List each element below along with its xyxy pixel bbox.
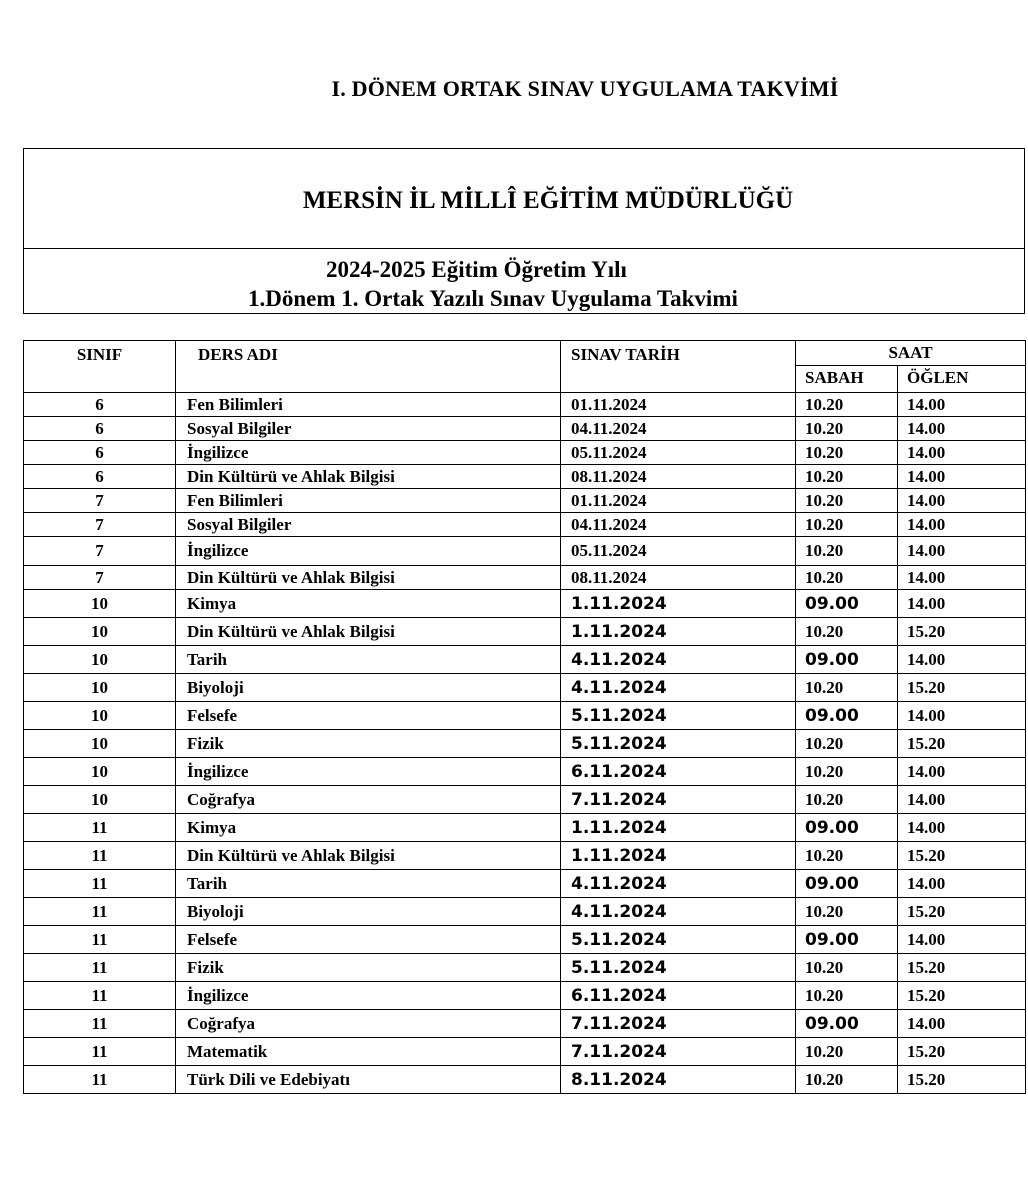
table-row (24, 786, 1026, 814)
cell-sinif: 10 (24, 674, 176, 702)
cell-sinif: 11 (24, 926, 176, 954)
cell-sabah: 10.20 (796, 1038, 898, 1066)
cell-ders-adi: Coğrafya (176, 1010, 561, 1038)
cell-oglen: 14.00 (898, 1010, 1026, 1038)
table-row (24, 441, 1026, 465)
cell-sinif: 11 (24, 898, 176, 926)
table-row (24, 1066, 1026, 1094)
cell-oglen: 14.00 (898, 870, 1026, 898)
cell-ders-adi: Din Kültürü ve Ahlak Bilgisi (176, 618, 561, 646)
cell-sabah: 10.20 (796, 730, 898, 758)
cell-oglen: 14.00 (898, 513, 1026, 537)
table-row (24, 465, 1026, 489)
table-row (24, 758, 1026, 786)
table-row (24, 954, 1026, 982)
table-row (24, 590, 1026, 618)
cell-sinif: 10 (24, 758, 176, 786)
cell-sinav-tarih: 05.11.2024 (561, 441, 796, 465)
cell-sabah: 10.20 (796, 842, 898, 870)
cell-oglen: 15.20 (898, 982, 1026, 1010)
cell-ders-adi: Coğrafya (176, 786, 561, 814)
schedule-subtitle: 1.Dönem 1. Ortak Yazılı Sınav Uygulama Takvimi (248, 286, 738, 311)
cell-sinav-tarih: 7.11.2024 (561, 1010, 796, 1038)
cell-ders-adi: Kimya (176, 814, 561, 842)
cell-sabah: 10.20 (796, 786, 898, 814)
cell-oglen: 14.00 (898, 814, 1026, 842)
cell-oglen: 15.20 (898, 842, 1026, 870)
table-row (24, 646, 1026, 674)
cell-sinif: 11 (24, 1038, 176, 1066)
table-header (24, 341, 1026, 393)
cell-oglen: 14.00 (898, 489, 1026, 513)
cell-sinav-tarih: 6.11.2024 (561, 758, 796, 786)
cell-sinif: 7 (24, 566, 176, 590)
cell-oglen: 14.00 (898, 441, 1026, 465)
header-box (23, 148, 1025, 314)
cell-sinif: 6 (24, 417, 176, 441)
table-row (24, 1038, 1026, 1066)
academic-year: 2024-2025 Eğitim Öğretim Yılı (326, 257, 627, 282)
cell-oglen: 14.00 (898, 393, 1026, 417)
table-row (24, 566, 1026, 590)
cell-sinif: 7 (24, 537, 176, 566)
cell-sabah: 10.20 (796, 758, 898, 786)
cell-oglen: 14.00 (898, 566, 1026, 590)
cell-ders-adi: Din Kültürü ve Ahlak Bilgisi (176, 842, 561, 870)
table-row (24, 537, 1026, 566)
table-row (24, 730, 1026, 758)
cell-sinif: 10 (24, 590, 176, 618)
table-row (24, 870, 1026, 898)
cell-sinif: 6 (24, 441, 176, 465)
cell-sinif: 6 (24, 393, 176, 417)
cell-sinav-tarih: 4.11.2024 (561, 674, 796, 702)
document-title: I. DÖNEM ORTAK SINAV UYGULAMA TAKVİMİ (331, 76, 839, 101)
cell-oglen: 14.00 (898, 786, 1026, 814)
cell-sinav-tarih: 1.11.2024 (561, 590, 796, 618)
cell-ders-adi: Sosyal Bilgiler (176, 513, 561, 537)
cell-sabah: 09.00 (796, 646, 898, 674)
cell-ders-adi: Kimya (176, 590, 561, 618)
cell-sinav-tarih: 1.11.2024 (561, 842, 796, 870)
cell-ders-adi: Tarih (176, 870, 561, 898)
cell-ders-adi: Din Kültürü ve Ahlak Bilgisi (176, 566, 561, 590)
table-row (24, 702, 1026, 730)
table-row (24, 489, 1026, 513)
table-row (24, 842, 1026, 870)
cell-sinav-tarih: 7.11.2024 (561, 1038, 796, 1066)
table-row (24, 674, 1026, 702)
cell-sabah: 10.20 (796, 618, 898, 646)
cell-oglen: 14.00 (898, 590, 1026, 618)
cell-sinav-tarih: 1.11.2024 (561, 618, 796, 646)
header-sinif: SINIF (24, 341, 176, 393)
cell-sabah: 09.00 (796, 702, 898, 730)
cell-sinif: 7 (24, 513, 176, 537)
header-sinav-tarih: SINAV TARİH (561, 341, 796, 393)
cell-ders-adi: Fen Bilimleri (176, 393, 561, 417)
cell-ders-adi: İngilizce (176, 441, 561, 465)
cell-sinav-tarih: 4.11.2024 (561, 646, 796, 674)
cell-sinav-tarih: 04.11.2024 (561, 513, 796, 537)
table-row (24, 814, 1026, 842)
cell-oglen: 15.20 (898, 618, 1026, 646)
cell-oglen: 15.20 (898, 1038, 1026, 1066)
cell-ders-adi: Türk Dili ve Edebiyatı (176, 1066, 561, 1094)
cell-sinav-tarih: 08.11.2024 (561, 465, 796, 489)
cell-sinif: 11 (24, 982, 176, 1010)
cell-sinav-tarih: 4.11.2024 (561, 898, 796, 926)
institution-row (24, 149, 1024, 249)
cell-oglen: 14.00 (898, 465, 1026, 489)
cell-ders-adi: Matematik (176, 1038, 561, 1066)
cell-sinif: 7 (24, 489, 176, 513)
header-saat: SAAT (796, 341, 1026, 366)
cell-ders-adi: Felsefe (176, 926, 561, 954)
institution-name: MERSİN İL MİLLÎ EĞİTİM MÜDÜRLÜĞÜ (302, 186, 794, 214)
cell-sinif: 11 (24, 954, 176, 982)
cell-oglen: 15.20 (898, 1066, 1026, 1094)
cell-sinif: 10 (24, 646, 176, 674)
table-row (24, 982, 1026, 1010)
cell-ders-adi: Fizik (176, 954, 561, 982)
cell-oglen: 15.20 (898, 730, 1026, 758)
cell-sinav-tarih: 01.11.2024 (561, 393, 796, 417)
cell-sabah: 10.20 (796, 954, 898, 982)
exam-schedule-table (23, 340, 1026, 1094)
cell-sinav-tarih: 08.11.2024 (561, 566, 796, 590)
cell-sinav-tarih: 5.11.2024 (561, 926, 796, 954)
cell-sinif: 11 (24, 870, 176, 898)
cell-ders-adi: Sosyal Bilgiler (176, 417, 561, 441)
cell-oglen: 15.20 (898, 954, 1026, 982)
cell-sabah: 10.20 (796, 441, 898, 465)
cell-sabah: 10.20 (796, 898, 898, 926)
cell-sabah: 10.20 (796, 537, 898, 566)
cell-sinif: 10 (24, 730, 176, 758)
cell-ders-adi: İngilizce (176, 758, 561, 786)
cell-sinav-tarih: 8.11.2024 (561, 1066, 796, 1094)
cell-oglen: 14.00 (898, 702, 1026, 730)
table-row (24, 1010, 1026, 1038)
cell-sinav-tarih: 5.11.2024 (561, 954, 796, 982)
cell-sabah: 10.20 (796, 1066, 898, 1094)
cell-sabah: 09.00 (796, 814, 898, 842)
cell-ders-adi: Tarih (176, 646, 561, 674)
cell-sinav-tarih: 5.11.2024 (561, 702, 796, 730)
header-sabah: SABAH (796, 366, 898, 393)
table-row (24, 898, 1026, 926)
cell-sinif: 6 (24, 465, 176, 489)
cell-oglen: 15.20 (898, 674, 1026, 702)
cell-sabah: 09.00 (796, 926, 898, 954)
cell-sinif: 10 (24, 618, 176, 646)
table-row (24, 926, 1026, 954)
cell-sinif: 11 (24, 1066, 176, 1094)
cell-sinav-tarih: 5.11.2024 (561, 730, 796, 758)
cell-oglen: 15.20 (898, 898, 1026, 926)
cell-sabah: 10.20 (796, 417, 898, 441)
cell-ders-adi: Din Kültürü ve Ahlak Bilgisi (176, 465, 561, 489)
cell-sinav-tarih: 01.11.2024 (561, 489, 796, 513)
cell-sinav-tarih: 7.11.2024 (561, 786, 796, 814)
cell-sabah: 10.20 (796, 465, 898, 489)
cell-ders-adi: Biyoloji (176, 898, 561, 926)
table-row (24, 393, 1026, 417)
cell-sabah: 09.00 (796, 1010, 898, 1038)
cell-sinif: 10 (24, 786, 176, 814)
subtitle-row (24, 249, 1024, 314)
cell-sinav-tarih: 1.11.2024 (561, 814, 796, 842)
cell-sabah: 10.20 (796, 513, 898, 537)
table-row (24, 513, 1026, 537)
cell-ders-adi: Felsefe (176, 702, 561, 730)
cell-sinav-tarih: 04.11.2024 (561, 417, 796, 441)
cell-sabah: 09.00 (796, 870, 898, 898)
cell-oglen: 14.00 (898, 646, 1026, 674)
cell-ders-adi: Fizik (176, 730, 561, 758)
cell-sinav-tarih: 4.11.2024 (561, 870, 796, 898)
cell-sinif: 10 (24, 702, 176, 730)
cell-sabah: 10.20 (796, 393, 898, 417)
cell-sinif: 11 (24, 1010, 176, 1038)
cell-oglen: 14.00 (898, 758, 1026, 786)
cell-sabah: 10.20 (796, 489, 898, 513)
cell-ders-adi: İngilizce (176, 537, 561, 566)
cell-sabah: 10.20 (796, 982, 898, 1010)
cell-ders-adi: Fen Bilimleri (176, 489, 561, 513)
cell-oglen: 14.00 (898, 537, 1026, 566)
header-ders-adi: DERS ADI (176, 341, 561, 393)
table-body (24, 393, 1026, 1094)
cell-sabah: 10.20 (796, 566, 898, 590)
cell-sabah: 10.20 (796, 674, 898, 702)
cell-oglen: 14.00 (898, 417, 1026, 441)
header-oglen: ÖĞLEN (898, 366, 1026, 393)
table-row (24, 618, 1026, 646)
table-row (24, 417, 1026, 441)
cell-ders-adi: İngilizce (176, 982, 561, 1010)
cell-sinif: 11 (24, 814, 176, 842)
cell-sinav-tarih: 6.11.2024 (561, 982, 796, 1010)
cell-sinav-tarih: 05.11.2024 (561, 537, 796, 566)
cell-oglen: 14.00 (898, 926, 1026, 954)
cell-ders-adi: Biyoloji (176, 674, 561, 702)
cell-sinif: 11 (24, 842, 176, 870)
cell-sabah: 09.00 (796, 590, 898, 618)
